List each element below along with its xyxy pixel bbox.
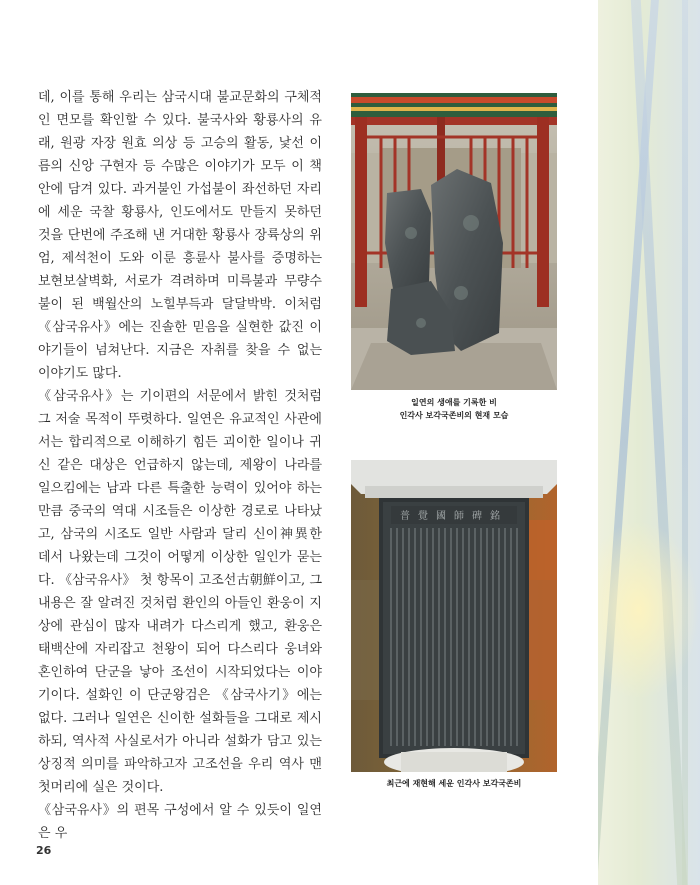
paragraph-3: 《삼국유사》의 편목 구성에서 알 수 있듯이 일연은 우 [38,803,322,841]
photo-broken-stele [351,93,557,390]
stele-heading: 普覺國師碑銘 [400,511,508,522]
figure-2-caption [351,777,557,790]
figure-1-caption-line2: 인각사 보각국존비의 현재 모습 [399,411,509,420]
decorative-side-strip [598,0,700,885]
page-number: 26 [36,844,52,857]
photo-reconstructed-stele [351,460,557,772]
paragraph-1: 데, 이를 통해 우리는 삼국시대 불교문화의 구체적인 면모를 확인할 수 있다. 불국사와 황룡사의 유래, 원광 자장 원효 의상 등 고승의 활동, 낯선 이름의 신앙 구현자 등 수많은 이야기가 모두 이 책 안에 담겨 있다. 과거불인 가섭불이 좌선하던 자리에 세운 국찰 황룡사, 인도에서도 만들지 못하던 것을 단번에 주조해 낸 거대한 황룡사 장륙상의 위엄, 제석천이 도와 이룬 흥륜사 불사를 증명하는 보현보살벽화, 서로가 격려하며 미륵불과 무량수불이 된 백월산의 노힐부득과 달달박박. 이처럼 《삼국유사》에는 진솔한 믿음을 실현한 값진 이야기들이 넘쳐난다. 지금은 자취를 찾을 수 없는 이야기도 많다. [38,90,322,381]
article-body [38,86,322,845]
figure-2-caption-line1: 최근에 재현해 세운 인각사 보각국존비 [386,779,522,788]
figure-1-caption [351,396,557,422]
paragraph-2: 《삼국유사》는 기이편의 서문에서 밝힌 것처럼 그 저술 목적이 뚜렷하다. 일연은 유교적인 사관에서는 합리적으로 이해하기 힘든 괴이한 일이나 귀신 같은 대상은 언급하지 않는데, 제왕이 나라를 일으킴에는 남과 다른 특출한 능력이 있어야 하는 만큼 중국의 역대 시조들은 이상한 경로로 나타났고, 삼국의 시조도 일반 사람과 달리 신이神異한 데서 나왔는데 그것이 어떻게 이상한 일인가 묻는다. 《삼국유사》 첫 항목이 고조선古朝鮮이고, 그 내용은 잘 알려진 것처럼 환인의 아들인 환웅이 지상에 관심이 많자 내려가 다스리게 했고, 환웅은 태백산에 자리잡고 천왕이 되어 다스리다 웅녀와 혼인하여 단군을 낳아 조선이 시작되었다는 이야기이다. 설화인 이 단군왕검은 《삼국사기》에는 없다. 그러나 일연은 신이한 설화들을 그대로 제시하되, 역사적 사실로서가 아니라 설화가 담고 있는 상징적 의미를 파악하고자 고조선을 우리 역사 맨 첫머리에 실은 것이다. [38,389,322,795]
figure-1-caption-line1: 일연의 생애를 기록한 비 [411,398,497,407]
